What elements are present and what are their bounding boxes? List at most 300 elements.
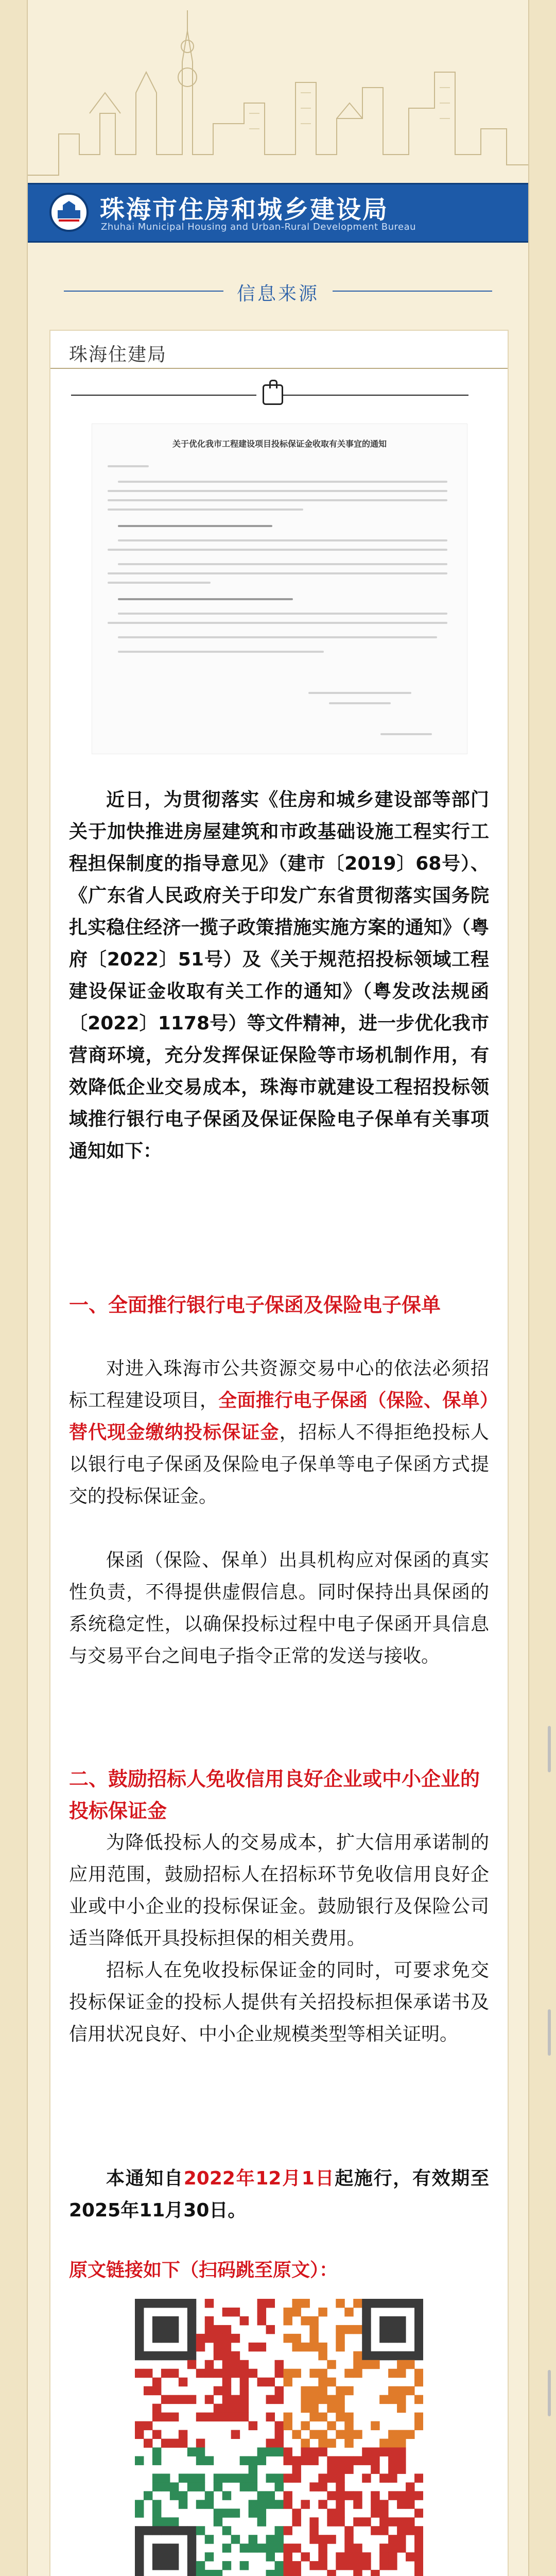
qr-module — [196, 2526, 205, 2535]
qr-module — [144, 2299, 152, 2308]
qr-module — [292, 2308, 301, 2316]
qr-module — [327, 2395, 336, 2404]
qr-module — [362, 2456, 371, 2465]
qr-module — [170, 2351, 179, 2360]
qr-module — [161, 2439, 170, 2448]
effective-text: 起施行，有效期至2025年11月30日。 — [69, 2168, 489, 2221]
qr-module — [170, 2299, 179, 2308]
qr-module — [222, 2491, 231, 2500]
qr-module — [318, 2500, 327, 2509]
qr-module — [257, 2316, 266, 2325]
qr-module — [414, 2421, 423, 2430]
qr-module — [292, 2343, 301, 2351]
qr-module — [353, 2517, 362, 2526]
qr-module — [266, 2447, 275, 2456]
qr-module — [222, 2509, 231, 2517]
qr-module — [231, 2360, 240, 2369]
qr-module — [170, 2526, 179, 2535]
qr-module — [152, 2430, 161, 2439]
qr-module — [318, 2343, 327, 2351]
qr-module — [266, 2544, 275, 2552]
qr-code[interactable] — [135, 2299, 423, 2576]
qr-module — [327, 2570, 336, 2576]
qr-module — [275, 2482, 284, 2491]
qr-module — [135, 2509, 144, 2517]
qr-module — [214, 2570, 222, 2576]
qr-module — [222, 2369, 231, 2378]
qr-module — [257, 2308, 266, 2316]
qr-module — [161, 2526, 170, 2535]
qr-module — [397, 2535, 406, 2544]
qr-module — [406, 2500, 414, 2509]
section-2-paragraph-2: 招标人在免收投标保证金的同时，可要求免交投标保证金的投标人提供有关招投标担保承诺书及信用状况良好、中小企业规模类型等相关证明。 — [69, 1960, 489, 2045]
qr-module — [196, 2447, 205, 2456]
qr-module — [397, 2456, 406, 2465]
qr-module — [379, 2334, 388, 2343]
notice-signature-line — [329, 702, 391, 704]
qr-module — [205, 2500, 214, 2509]
qr-module — [371, 2570, 379, 2576]
notice-document-image — [92, 423, 467, 754]
qr-module — [135, 2535, 144, 2544]
qr-module — [327, 2360, 336, 2369]
qr-module — [152, 2299, 161, 2308]
qr-module — [292, 2430, 301, 2439]
qr-module — [414, 2343, 423, 2351]
qr-module — [161, 2552, 170, 2561]
qr-module — [170, 2561, 179, 2570]
qr-module — [187, 2447, 196, 2456]
qr-module — [353, 2325, 362, 2334]
qr-module — [214, 2413, 222, 2421]
qr-module — [353, 2351, 362, 2360]
qr-module — [318, 2439, 327, 2448]
qr-module — [240, 2386, 249, 2395]
qr-module — [309, 2526, 318, 2535]
qr-module — [240, 2369, 249, 2378]
qr-module — [336, 2430, 344, 2439]
qr-module — [292, 2334, 301, 2343]
qr-module — [275, 2421, 284, 2430]
notice-text-line — [118, 613, 447, 615]
qr-module — [152, 2447, 161, 2456]
qr-module — [144, 2369, 152, 2378]
qr-module — [275, 2369, 284, 2378]
qr-module — [301, 2421, 309, 2430]
qr-module — [196, 2482, 205, 2491]
qr-module — [327, 2473, 336, 2482]
qr-module — [161, 2299, 170, 2308]
qr-module — [179, 2351, 187, 2360]
notice-text-line — [108, 622, 447, 624]
qr-module — [406, 2386, 414, 2395]
qr-module — [135, 2552, 144, 2561]
qr-module — [196, 2473, 205, 2482]
qr-module — [388, 2316, 397, 2325]
qr-module — [170, 2325, 179, 2334]
qr-module — [344, 2526, 353, 2535]
qr-module — [318, 2447, 327, 2456]
qr-module — [222, 2351, 231, 2360]
qr-module — [275, 2439, 284, 2448]
qr-module — [406, 2517, 414, 2526]
card-header-line — [50, 368, 508, 369]
article-card — [49, 330, 509, 2576]
qr-module — [379, 2439, 388, 2448]
qr-module — [187, 2360, 196, 2369]
qr-module — [344, 2456, 353, 2465]
qr-module — [379, 2544, 388, 2552]
qr-module — [283, 2334, 292, 2343]
qr-module — [388, 2299, 397, 2308]
qr-module — [327, 2465, 336, 2473]
qr-module — [292, 2299, 301, 2308]
qr-module — [309, 2456, 318, 2465]
qr-module — [222, 2561, 231, 2570]
qr-module — [161, 2369, 170, 2378]
qr-module — [257, 2456, 266, 2465]
qr-module — [397, 2517, 406, 2526]
qr-module — [353, 2544, 362, 2552]
qr-module — [406, 2552, 414, 2561]
qr-module — [257, 2517, 266, 2526]
qr-module — [231, 2473, 240, 2482]
qr-module — [205, 2316, 214, 2325]
qr-module — [257, 2509, 266, 2517]
qr-module — [336, 2561, 344, 2570]
qr-module — [397, 2369, 406, 2378]
qr-module — [336, 2509, 344, 2517]
qr-module — [371, 2299, 379, 2308]
qr-module — [327, 2439, 336, 2448]
qr-module — [135, 2334, 144, 2343]
header — [28, 0, 528, 304]
qr-module — [327, 2421, 336, 2430]
qr-module — [275, 2430, 284, 2439]
qr-module — [231, 2535, 240, 2544]
qr-module — [353, 2456, 362, 2465]
qr-module — [344, 2544, 353, 2552]
qr-module — [214, 2509, 222, 2517]
qr-module — [249, 2482, 257, 2491]
qr-module — [362, 2299, 371, 2308]
qr-module — [397, 2500, 406, 2509]
qr-module — [344, 2465, 353, 2473]
qr-module — [240, 2360, 249, 2369]
qr-module — [388, 2334, 397, 2343]
qr-module — [388, 2447, 397, 2456]
qr-module — [187, 2570, 196, 2576]
qr-module — [309, 2386, 318, 2395]
qr-code-image[interactable] — [135, 2299, 423, 2576]
qr-module — [257, 2491, 266, 2500]
qr-module — [353, 2299, 362, 2308]
qr-module — [397, 2395, 406, 2404]
qr-module — [336, 2386, 344, 2395]
qr-module — [266, 2413, 275, 2421]
qr-module — [161, 2334, 170, 2343]
qr-module — [275, 2544, 284, 2552]
qr-module — [266, 2378, 275, 2386]
qr-module — [170, 2552, 179, 2561]
qr-module — [205, 2552, 214, 2561]
qr-module — [283, 2369, 292, 2378]
qr-module — [414, 2325, 423, 2334]
notice-text-line — [108, 572, 447, 574]
qr-module — [379, 2447, 388, 2456]
notice-text-line — [118, 539, 447, 541]
qr-module — [161, 2413, 170, 2421]
qr-module — [152, 2386, 161, 2395]
qr-module — [144, 2526, 152, 2535]
qr-module — [414, 2473, 423, 2482]
qr-module — [318, 2482, 327, 2491]
qr-module — [135, 2351, 144, 2360]
qr-module — [231, 2369, 240, 2378]
qr-module — [379, 2473, 388, 2482]
qr-module — [318, 2552, 327, 2561]
qr-module — [135, 2369, 144, 2378]
qr-module — [196, 2570, 205, 2576]
qr-module — [344, 2439, 353, 2448]
qr-module — [144, 2386, 152, 2395]
qr-module — [318, 2544, 327, 2552]
qr-module — [240, 2404, 249, 2413]
qr-module — [414, 2351, 423, 2360]
qr-module — [414, 2526, 423, 2535]
qr-module — [388, 2430, 397, 2439]
qr-module — [388, 2465, 397, 2473]
qr-module — [318, 2351, 327, 2360]
notice-text-line — [118, 481, 447, 483]
qr-module — [152, 2500, 161, 2509]
qr-module — [152, 2404, 161, 2413]
qr-module — [187, 2325, 196, 2334]
scroll-indicator — [548, 1726, 551, 1772]
qr-module — [388, 2552, 397, 2561]
qr-module — [414, 2570, 423, 2576]
qr-module — [414, 2334, 423, 2343]
qr-module — [327, 2517, 336, 2526]
source-divider-line-right — [333, 291, 492, 292]
qr-module — [161, 2325, 170, 2334]
qr-module — [214, 2482, 222, 2491]
qr-module — [187, 2299, 196, 2308]
qr-module — [214, 2334, 222, 2343]
qr-module — [240, 2378, 249, 2386]
qr-module — [249, 2456, 257, 2465]
qr-module — [231, 2334, 240, 2343]
qr-module — [397, 2325, 406, 2334]
qr-module — [205, 2491, 214, 2500]
bureau-title-english: Zhuhai Municipal Housing and Urban-Rural Development Bureau — [101, 222, 416, 232]
qr-module — [249, 2465, 257, 2473]
qr-module — [371, 2465, 379, 2473]
qr-module — [406, 2351, 414, 2360]
qr-module — [388, 2386, 397, 2395]
qr-module — [397, 2544, 406, 2552]
qr-module — [231, 2351, 240, 2360]
qr-module — [283, 2570, 292, 2576]
qr-module — [318, 2395, 327, 2404]
qr-module — [222, 2378, 231, 2386]
qr-module — [301, 2552, 309, 2561]
qr-module — [249, 2544, 257, 2552]
qr-module — [379, 2561, 388, 2570]
qr-module — [336, 2325, 344, 2334]
qr-module — [414, 2395, 423, 2404]
qr-module — [309, 2561, 318, 2570]
qr-module — [397, 2465, 406, 2473]
qr-module — [362, 2343, 371, 2351]
qr-module — [371, 2491, 379, 2500]
qr-module — [187, 2561, 196, 2570]
qr-module — [362, 2308, 371, 2316]
qr-module — [240, 2561, 249, 2570]
city-skyline-illustration — [28, 0, 528, 185]
qr-module — [187, 2535, 196, 2544]
qr-module — [397, 2299, 406, 2308]
qr-module — [152, 2378, 161, 2386]
qr-module — [362, 2552, 371, 2561]
qr-module — [152, 2334, 161, 2343]
qr-module — [161, 2395, 170, 2404]
qr-module — [353, 2570, 362, 2576]
notice-text-line — [108, 490, 447, 492]
qr-module — [397, 2491, 406, 2500]
qr-module — [292, 2561, 301, 2570]
qr-module — [257, 2447, 266, 2456]
qr-module — [379, 2351, 388, 2360]
qr-module — [406, 2526, 414, 2535]
qr-module — [283, 2473, 292, 2482]
qr-module — [257, 2500, 266, 2509]
qr-module — [179, 2395, 187, 2404]
qr-module — [327, 2491, 336, 2500]
qr-module — [205, 2456, 214, 2465]
right-border-stripe — [529, 0, 556, 2576]
qr-module — [275, 2535, 284, 2544]
bureau-logo — [48, 192, 90, 233]
qr-module — [388, 2491, 397, 2500]
qr-module — [309, 2325, 318, 2334]
qr-module — [344, 2386, 353, 2395]
qr-module — [152, 2325, 161, 2334]
qr-module — [362, 2447, 371, 2456]
qr-module — [222, 2404, 231, 2413]
qr-module — [301, 2299, 309, 2308]
qr-module — [196, 2439, 205, 2448]
effective-date-paragraph — [69, 2163, 489, 2227]
qr-module — [266, 2439, 275, 2448]
qr-module — [353, 2561, 362, 2570]
notice-text-line — [108, 499, 447, 501]
qr-module — [275, 2473, 284, 2482]
qr-module — [397, 2439, 406, 2448]
qr-module — [222, 2544, 231, 2552]
qr-module — [414, 2299, 423, 2308]
qr-module — [397, 2360, 406, 2369]
qr-module — [388, 2351, 397, 2360]
binder-line-right — [283, 395, 468, 396]
qr-module — [144, 2421, 152, 2430]
qr-module — [327, 2404, 336, 2413]
qr-module — [309, 2535, 318, 2544]
qr-module — [344, 2430, 353, 2439]
qr-module — [336, 2482, 344, 2491]
qr-module — [371, 2509, 379, 2517]
qr-module — [152, 2544, 161, 2552]
qr-module — [249, 2509, 257, 2517]
qr-module — [344, 2413, 353, 2421]
qr-module — [336, 2413, 344, 2421]
qr-module — [152, 2316, 161, 2325]
qr-module — [135, 2430, 144, 2439]
qr-module — [222, 2413, 231, 2421]
qr-module — [344, 2561, 353, 2570]
qr-module — [318, 2535, 327, 2544]
qr-module — [327, 2378, 336, 2386]
qr-module — [379, 2395, 388, 2404]
notice-heading-line — [118, 525, 272, 527]
qr-module — [170, 2491, 179, 2500]
card-header — [50, 331, 508, 387]
qr-module — [309, 2517, 318, 2526]
qr-module — [196, 2343, 205, 2351]
qr-module — [170, 2439, 179, 2448]
qr-module — [214, 2343, 222, 2351]
qr-module — [379, 2509, 388, 2517]
qr-module — [222, 2308, 231, 2316]
qr-module — [161, 2517, 170, 2526]
qr-module — [249, 2369, 257, 2378]
section-1-paragraph-2: 保函（保险、保单）出具机构应对保函的真实性负责，不得提供虚假信息。同时保持出具保函的系统稳定性，以确保投标过程中电子保函开具信息与交易平台之间电子指令正常的发送与接收。 — [69, 1550, 489, 1667]
qr-module — [170, 2334, 179, 2343]
qr-module — [292, 2369, 301, 2378]
qr-module — [379, 2500, 388, 2509]
qr-module — [318, 2430, 327, 2439]
qr-module — [161, 2316, 170, 2325]
qr-module — [179, 2430, 187, 2439]
qr-module — [275, 2570, 284, 2576]
qr-module — [275, 2526, 284, 2535]
section-1-paragraph-1 — [69, 1353, 489, 1513]
qr-module — [353, 2500, 362, 2509]
qr-module — [301, 2395, 309, 2404]
qr-module — [336, 2343, 344, 2351]
qr-module — [283, 2491, 292, 2500]
qr-module — [275, 2360, 284, 2369]
notice-signature-line — [308, 692, 411, 694]
qr-module — [309, 2369, 318, 2378]
qr-module — [371, 2526, 379, 2535]
qr-module — [214, 2404, 222, 2413]
qr-module — [397, 2447, 406, 2456]
qr-module — [205, 2334, 214, 2343]
qr-module — [327, 2509, 336, 2517]
qr-module — [362, 2316, 371, 2325]
qr-module — [309, 2413, 318, 2421]
qr-module — [135, 2570, 144, 2576]
qr-module — [327, 2535, 336, 2544]
qr-module — [266, 2473, 275, 2482]
qr-module — [231, 2413, 240, 2421]
scroll-indicator — [548, 2370, 551, 2416]
qr-module — [318, 2561, 327, 2570]
bureau-title: 珠海市住房和城乡建设局 — [100, 195, 389, 224]
qr-module — [309, 2316, 318, 2325]
qr-module — [353, 2430, 362, 2439]
